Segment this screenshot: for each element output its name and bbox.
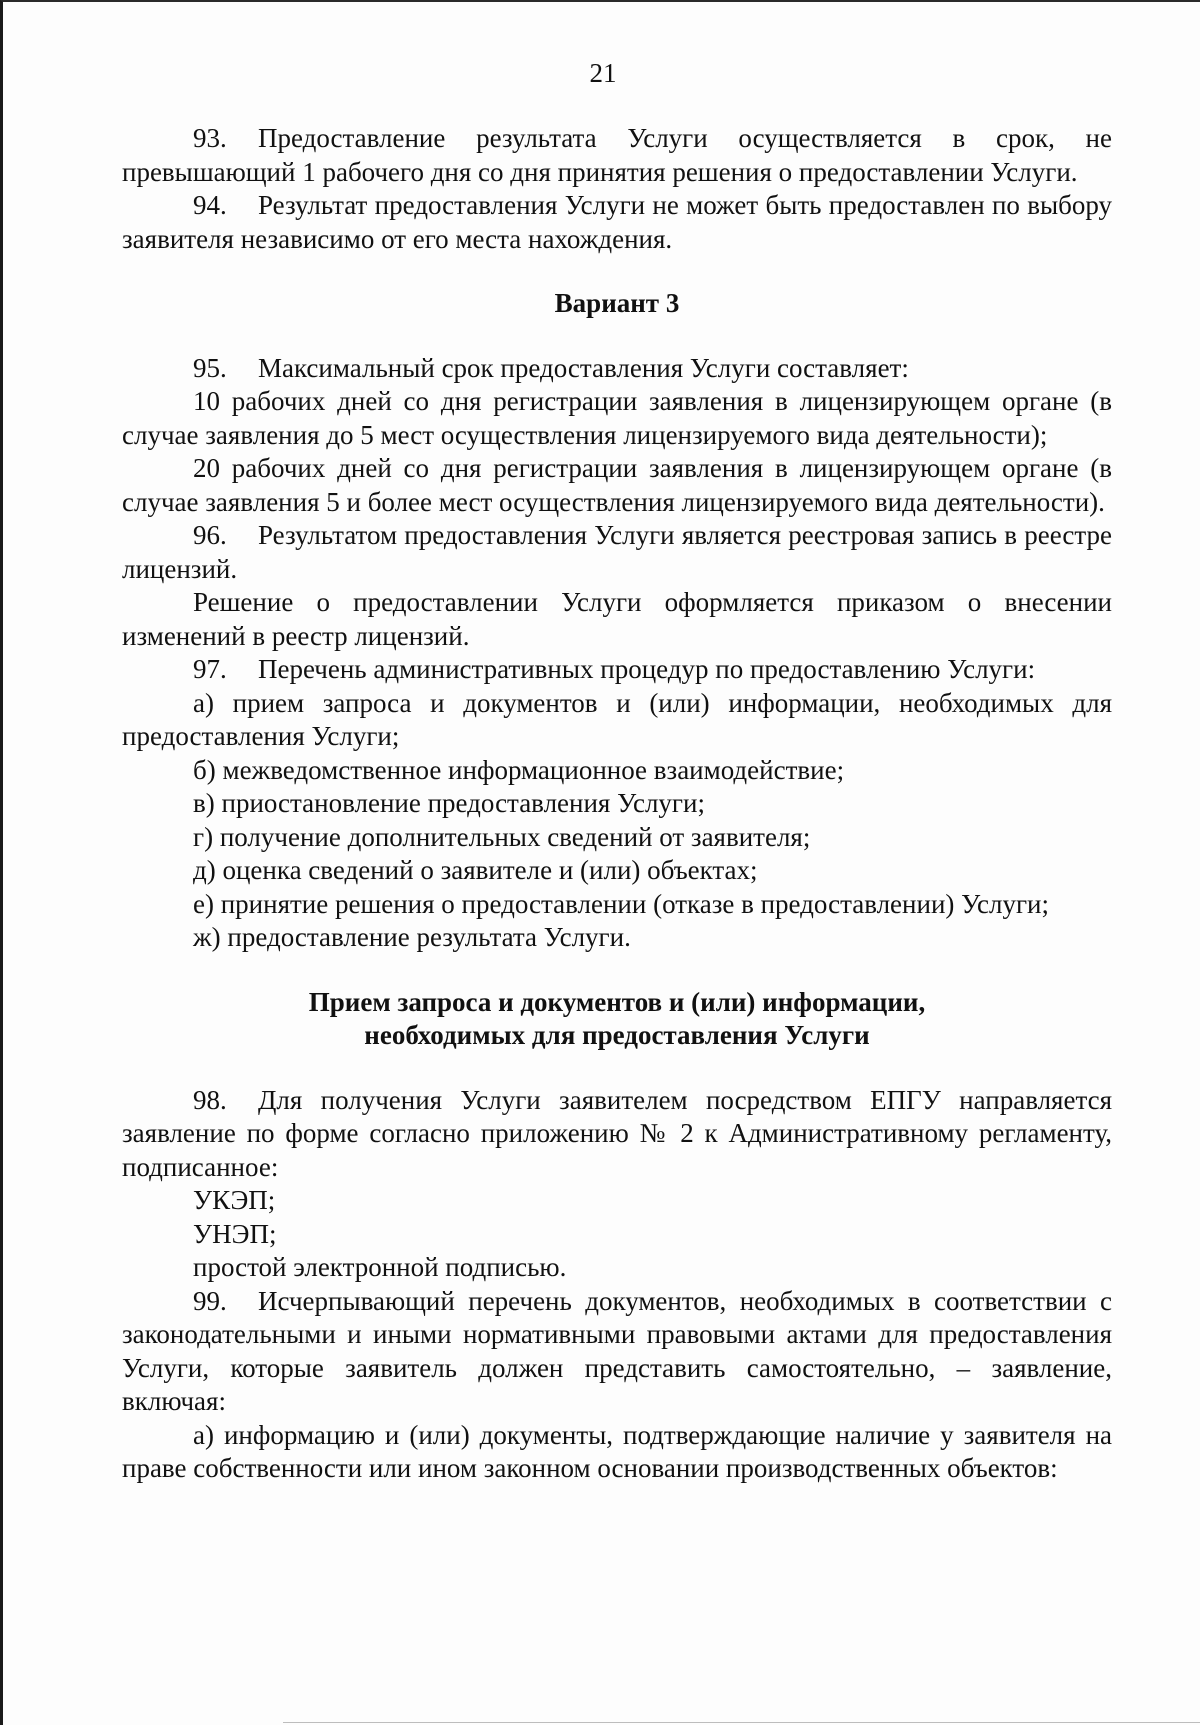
heading-line-2: необходимых для предоставления Услуги	[364, 1020, 870, 1050]
paragraph-96-decision: Решение о предоставлении Услуги оформляется приказом о внесении изменений в реестр лицензий.	[122, 587, 1112, 651]
list-item-d: д) оценка сведений о заявителе и (или) объектах;	[193, 855, 758, 885]
list-item-zh: ж) предоставление результата Услуги.	[193, 922, 631, 952]
paragraph-text: Результат предоставления Услуги не может быть предоставлен по выбору заявителя независимо от его места нахождения.	[122, 190, 1112, 254]
signature-type-ukep: УКЭП;	[193, 1185, 276, 1215]
paragraph-95-item-10-days: 10 рабочих дней со дня регистрации заявления в лицензирующем органе (в случае заявления до 5 мест осуществления лицензируемого вида деятельности);	[122, 386, 1112, 450]
paragraph-99	[122, 1285, 1112, 1419]
paragraph-95	[122, 352, 1112, 386]
paragraph-97	[122, 653, 1112, 687]
section-heading-variant-3: Вариант 3	[554, 288, 680, 318]
signature-type-simple: простой электронной подписью.	[193, 1252, 567, 1282]
paragraph-number: 93.	[193, 123, 227, 153]
paragraph-text: Максимальный срок предоставления Услуги составляет:	[258, 352, 909, 383]
list-item-v: в) приостановление предоставления Услуги;	[193, 788, 705, 818]
paragraph-number: 94.	[193, 190, 227, 220]
list-item-b: б) межведомственное информационное взаимодействие;	[193, 754, 845, 785]
list-item-a: а) прием запроса и документов и (или) информации, необходимых для предоставления Услуги;	[122, 687, 1112, 751]
paragraph-number: 98.	[193, 1084, 227, 1115]
scan-edge-line	[283, 1722, 1200, 1723]
paragraph-95-item-20-days: 20 рабочих дней со дня регистрации заявления в лицензирующем органе (в случае заявления 5 и более мест осуществления лицензируемого вида деятельности).	[122, 453, 1112, 517]
document-body	[122, 122, 1112, 1486]
paragraph-number: 96.	[193, 520, 227, 550]
paragraph-text: Результатом предоставления Услуги является реестровая запись в реестре лицензий.	[122, 520, 1112, 584]
page-number: 21	[589, 58, 617, 88]
paragraph-99-item-a: а) информацию и (или) документы, подтверждающие наличие у заявителя на праве собственности или ином законном основании производственных объектов:	[122, 1419, 1112, 1483]
section-heading-request-intake	[122, 986, 1112, 1053]
paragraph-number: 99.	[193, 1285, 227, 1316]
paragraph-number: 97.	[193, 654, 227, 684]
paragraph-94	[122, 189, 1112, 256]
heading-line-1: Прием запроса и документов и (или) информации,	[308, 986, 926, 1017]
paragraph-93	[122, 122, 1112, 189]
paragraph-text: Перечень административных процедур по предоставлению Услуги:	[258, 654, 1036, 684]
paragraph-98	[122, 1084, 1112, 1185]
list-item-g: г) получение дополнительных сведений от заявителя;	[193, 821, 811, 852]
signature-type-unep: УНЭП;	[193, 1218, 277, 1249]
paragraph-number: 95.	[193, 352, 227, 383]
paragraph-96	[122, 519, 1112, 586]
paragraph-text: Предоставление результата Услуги осуществляется в срок, не превышающий 1 рабочего дня со дня принятия решения о предоставлении Услуги.	[122, 123, 1112, 187]
list-item-e: е) принятие решения о предоставлении (отказе в предоставлении) Услуги;	[193, 888, 1049, 919]
paragraph-text: Исчерпывающий перечень документов, необходимых в соответствии с законодательными и иными нормативными правовыми актами для предоставления Услуги, которые заявитель должен представить самостоятельно, – заявление, включая:	[122, 1285, 1112, 1416]
paragraph-text: Для получения Услуги заявителем посредством ЕПГУ направляется заявление по форме согласно приложению № 2 к Административному регламенту, подписанное:	[122, 1084, 1112, 1182]
